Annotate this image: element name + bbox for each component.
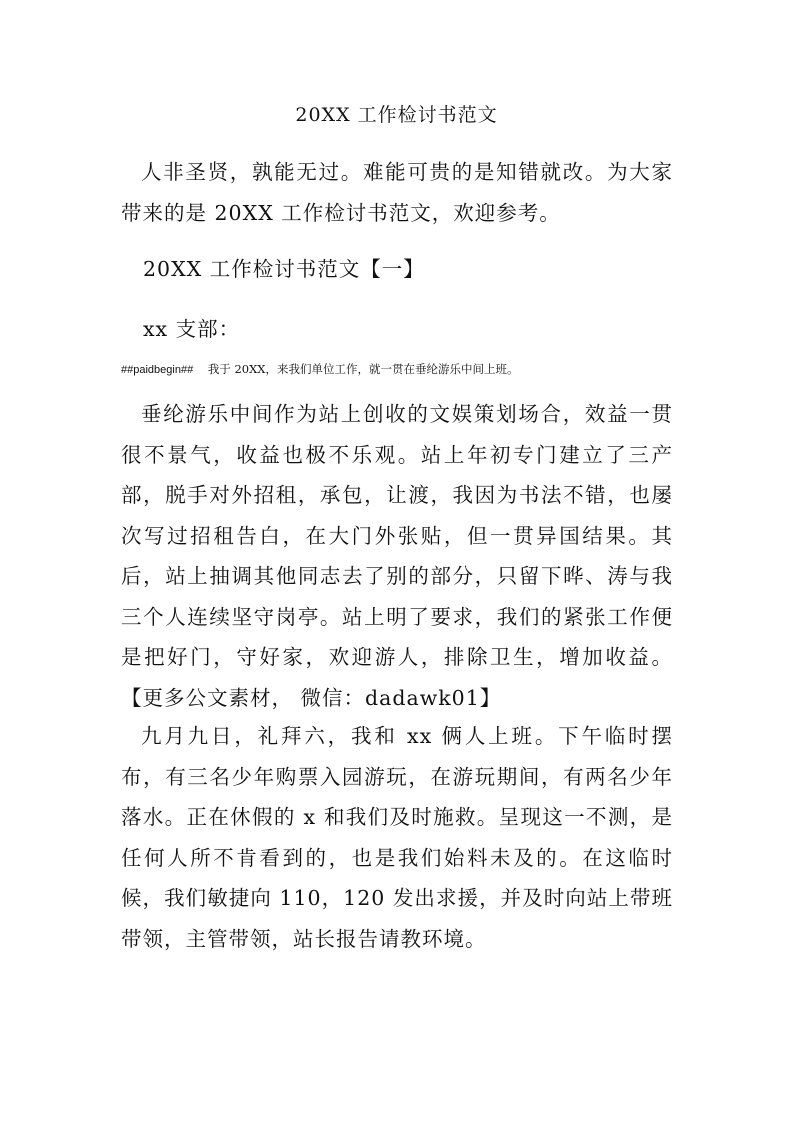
section-heading: 20XX 工作检讨书范文【一】 (143, 257, 425, 281)
paid-marker: ##paidbegin## (121, 364, 194, 376)
body-paragraph-2: 九月九日，礼拜六，我和 xx 俩人上班。下午临时摆布，有三名少年购票入园游玩，在游玩期间，有两名少年落水。正在休假的 x 和我们及时施救。呈现这一不测，是任何人所不肯看到的，也是我们始料未及的。在这临时候，我们敏捷向 110，120 发出求援，并及时向站上带班带领，主管带领，站长报告请教环境。 (121, 724, 673, 951)
small-text-line (121, 359, 681, 380)
salutation: xx 支部： (143, 317, 241, 341)
body-paragraph-1: 垂纶游乐中间作为站上创收的文娱策划场合，效益一贯很不景气，收益也极不乐观。站上年初专门建立了三产部，脱手对外招租，承包，让渡，我因为书法不错，也屡次写过招租告白，在大门外张贴，但一贯异国结果。其后，站上抽调其他同志去了别的部分，只留下晔、涛与我三个人连续坚守岗亭。站上明了要求，我们的紧张工作便是把好门，守好家，欢迎游人，排除卫生，增加收益。 【更多公文素材， 微信：dadawk01】 (121, 402, 673, 710)
intro-paragraph: 人非圣贤，孰能无过。难能可贵的是知错就改。为大家带来的是 20XX 工作检讨书范文，欢迎参考。 (121, 160, 673, 225)
document-title: 20XX 工作检讨书范文 (295, 104, 498, 126)
small-text: 我于 20XX，来我们单位工作，就一贯在垂纶游乐中间上班。 (207, 362, 519, 376)
